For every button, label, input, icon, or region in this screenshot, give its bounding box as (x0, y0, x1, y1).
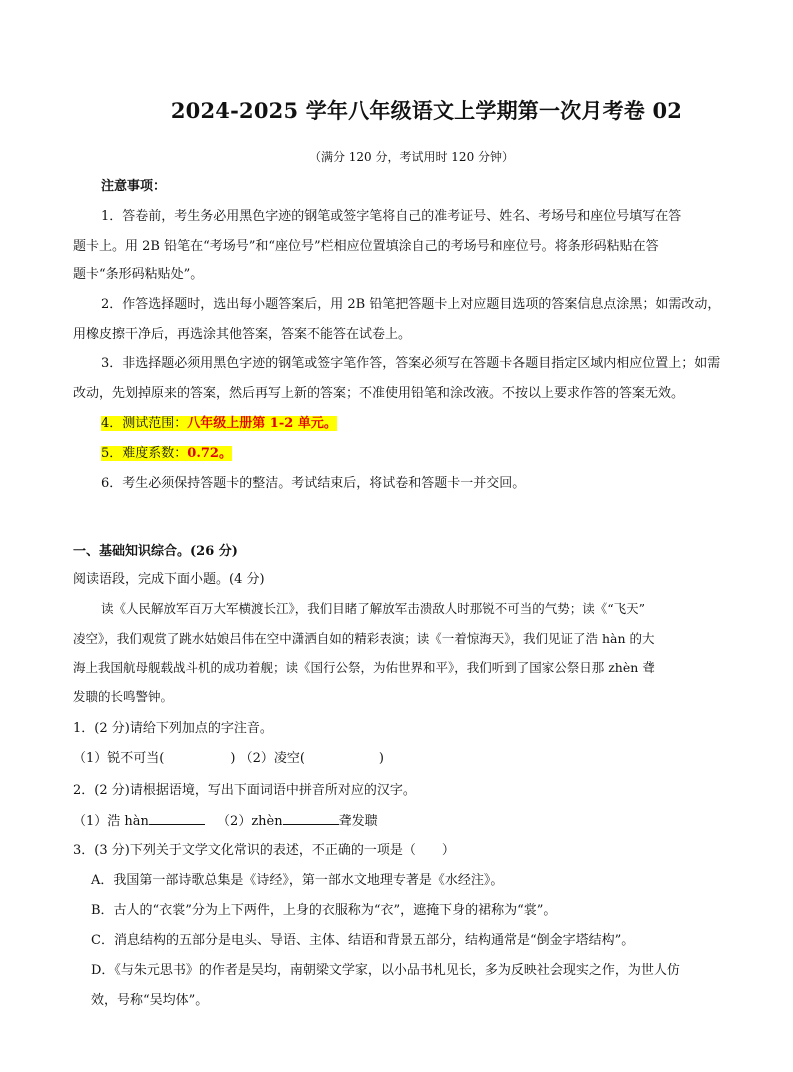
note-2-line-1: 2．作答选择题时，选出每小题答案后，用 2B 铅笔把答题卡上对应题目选项的答案信息点涂黑；如需改动， (101, 297, 721, 312)
note-1-line-1: 1．答卷前，考生务必用黑色字迹的钢笔或签字笔将自己的准考证号、姓名、考场号和座位号填写在答 (101, 209, 682, 224)
q1-item-1-close: ) (230, 751, 236, 766)
q1-item-2-close: ) (378, 751, 384, 766)
passage-line-4: 发聩的长鸣警钟。 (73, 689, 174, 704)
note-6: 6．考生必须保持答题卡的整洁。考试结束后，将试卷和答题卡一并交回。 (101, 476, 526, 491)
question-3: 3．(3 分)下列关于文学文化常识的表述，不正确的一项是（ ） (73, 843, 455, 858)
option-d-line-1[interactable]: D．《与朱元思书》的作者是吴均，南朝梁文学家，以小品书札见长，多为反映社会现实之作，为世人仿 (91, 963, 680, 978)
section-1-heading: 一、基础知识综合。(26 分) (73, 544, 238, 559)
exam-info: （满分 120 分，考试用时 120 分钟） (308, 150, 515, 164)
q1-item-1: （1）锐不可当( (73, 751, 165, 766)
option-d-line-2: 效，号称“吴均体”。 (91, 993, 209, 1008)
note-5-label: 5．难度系数： (101, 446, 188, 461)
note-4 (101, 415, 337, 433)
note-5-difficulty: 0.72。 (187, 446, 232, 461)
question-1-items (73, 750, 473, 768)
passage-line-3: 海上我国航母舰载战斗机的成功着舰；读《国行公祭，为佑世界和平》，我们听到了国家公祭日那 zhèn 聋 (73, 660, 655, 675)
note-5 (101, 445, 232, 463)
note-4-scope: 八年级上册第 1-2 单元。 (187, 416, 337, 431)
reading-intro: 阅读语段，完成下面小题。(4 分) (73, 572, 265, 587)
passage-line-2: 凌空》，我们观赏了跳水姑娘吕伟在空中潇洒自如的精彩表演；读《一着惊海天》，我们见证了浩 hàn 的大 (73, 631, 655, 646)
q2-item-1: （1）浩 hàn (73, 814, 149, 829)
page-title: 2024-2025 学年八年级语文上学期第一次月考卷 02 (170, 98, 683, 123)
note-4-label: 4．测试范围： (101, 416, 188, 431)
q2-blank-2[interactable] (283, 812, 339, 825)
q2-item-2-suffix: 聋发聩 (338, 814, 378, 829)
q1-item-2: （2）凌空( (239, 751, 305, 766)
option-b[interactable]: B．古人的“衣裳”分为上下两件，上身的衣服称为“衣”，遮掩下身的裙称为“裳”。 (91, 903, 557, 918)
question-2-items (73, 812, 473, 831)
question-1: 1．(2 分)请给下列加点的字注音。 (73, 721, 273, 736)
q2-blank-1[interactable] (149, 812, 205, 825)
q2-item-2: （2）zhèn (217, 814, 283, 829)
note-1-line-3: 题卡“条形码粘贴处”。 (73, 267, 204, 282)
question-2: 2．(2 分)请根据语境，写出下面词语中拼音所对应的汉字。 (73, 783, 416, 798)
passage-line-1: 读《人民解放军百万大军横渡长江》，我们目睹了解放军击溃敌人时那锐不可当的气势；读《“飞天” (101, 601, 646, 616)
option-c[interactable]: C．消息结构的五部分是电头、导语、主体、结语和背景五部分，结构通常是“倒金字塔结构”。 (91, 933, 635, 948)
note-2-line-2: 用橡皮擦干净后，再选涂其他答案，答案不能答在试卷上。 (73, 327, 412, 342)
note-3-line-2: 改动，先划掉原来的答案，然后再写上新的答案；不准使用铅笔和涂改液。不按以上要求作答的答案无效。 (73, 386, 685, 401)
note-1-line-2: 题卡上。用 2B 铅笔在“考场号”和“座位号”栏相应位置填涂自己的考场号和座位号。将条形码粘贴在答 (73, 239, 659, 254)
option-a[interactable]: A．我国第一部诗歌总集是《诗经》，第一部水文地理专著是《水经注》。 (91, 873, 504, 888)
notes-heading: 注意事项： (101, 179, 167, 194)
note-3-line-1: 3．非选择题必须用黑色字迹的钢笔或签字笔作答，答案必须写在答题卡各题目指定区域内相应位置上；如需 (101, 356, 721, 371)
